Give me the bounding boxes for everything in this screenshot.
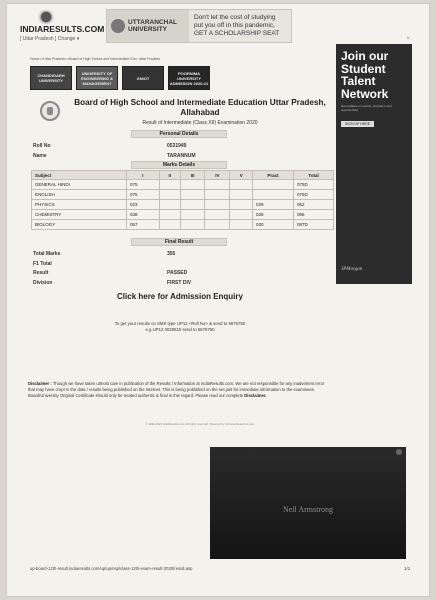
location-label: [ Uttar Pradesh ] [20, 36, 57, 42]
table-cell [159, 220, 180, 230]
table-cell [205, 220, 230, 230]
state-emblem-icon [40, 101, 60, 121]
banner-line-2: put you off in this pandemic, [194, 22, 275, 29]
marks-table-header [32, 171, 334, 180]
table-row [32, 210, 334, 220]
marks-details-heading: Marks Details [131, 161, 227, 169]
table-cell [230, 210, 253, 220]
logo-icon [34, 10, 56, 24]
table-row [32, 220, 334, 230]
partner-logo[interactable]: UNIVERSITY OF ENGINEERING & MANAGEMENT [76, 66, 118, 90]
table-cell: 075 [127, 180, 160, 190]
name-value: TARANNUM [167, 153, 196, 159]
roll-number-row [33, 143, 51, 149]
bottom-ad[interactable] [210, 447, 406, 559]
partner-logo[interactable]: GNIOT [122, 66, 164, 90]
table-cell: 075D [294, 180, 334, 190]
table-row [32, 180, 334, 190]
result-value: PASSED [167, 270, 188, 276]
column-header: II [159, 171, 180, 180]
table-cell: 052 [294, 200, 334, 210]
table-cell: 030 [252, 220, 293, 230]
site-logo[interactable] [20, 10, 104, 42]
table-cell: PHYSICS [32, 200, 127, 210]
table-cell: 087D [294, 220, 334, 230]
total-marks-label: Total Marks [33, 251, 61, 257]
print-page-number: 1/1 [404, 566, 411, 571]
disclaimer [28, 381, 332, 398]
column-header: Total [294, 171, 334, 180]
table-cell: 038 [127, 210, 160, 220]
print-footer-url: up-board-12th-result.indiaresults.com/up/upmsp/class-12th-exam-result-2020/result.asp [30, 566, 193, 571]
column-header: III [180, 171, 204, 180]
division-value: FIRST DIV [167, 280, 192, 286]
table-cell [159, 180, 180, 190]
f1-total-row [33, 261, 52, 267]
top-banner-ad[interactable] [106, 9, 292, 43]
partner-logo-strip [30, 66, 210, 90]
table-cell [252, 180, 293, 190]
table-cell [159, 210, 180, 220]
disclaimer-label: Disclaimer : [28, 381, 52, 386]
table-cell [180, 180, 204, 190]
roll-number-label: Roll No [33, 143, 51, 149]
banner-university-name: UTTARANCHAL UNIVERSITY [128, 19, 177, 33]
ad-close-icon[interactable]: × [406, 36, 410, 42]
table-cell: 075D [294, 190, 334, 200]
university-seal-icon [111, 19, 125, 33]
bottom-ad-caption: Neil Armstrong [283, 505, 333, 514]
column-header: Subject [32, 171, 127, 180]
roll-number-value: 0531949 [167, 143, 187, 149]
division-cell [167, 280, 191, 286]
banner-line-1: Don't let the cost of studying [194, 14, 276, 21]
ad-info-icon[interactable] [396, 449, 402, 455]
name-label: Name [33, 153, 47, 159]
table-cell [252, 190, 293, 200]
column-header: IV [205, 171, 230, 180]
result-label: Result [33, 270, 49, 276]
table-cell: 075 [127, 190, 160, 200]
table-row [32, 200, 334, 210]
personal-details-heading: Personal Details [131, 130, 227, 138]
banner-line-3: GET A SCHOLARSHIP SEAT [194, 30, 280, 37]
side-ad-brand: JPMorgan [341, 267, 363, 272]
name-value-cell [167, 153, 196, 159]
total-marks-value: 355 [167, 251, 176, 257]
partner-logo[interactable]: POORNIMA UNIVERSITY ADMISSION 2020-21 [168, 66, 210, 90]
roll-number-value-cell [167, 143, 186, 149]
side-ad-headline: Join our Student Talent Network [341, 49, 389, 101]
side-ad-signup-button[interactable]: SIGN UP HERE [341, 121, 374, 127]
disclaimer-text: Though we have taken utmost care in publication of the Results / Information at IndiaResults.com. We are not responsible for any inadvertent error that may have crept in the data / results being published on the Internet. This is being published on the net just for immediate information to the examinees. Board/University Original Certificate should only be treated authentic & final in this regard. Please read our complete [28, 381, 325, 398]
table-cell: BIOLOGY [32, 220, 127, 230]
table-cell: 066 [294, 210, 334, 220]
table-cell: 057 [127, 220, 160, 230]
marks-table [31, 170, 334, 230]
table-cell [159, 200, 180, 210]
table-cell [180, 200, 204, 210]
table-cell [205, 210, 230, 220]
exam-title: Result of Intermediate (Class XII) Examination 2020 [142, 120, 258, 126]
side-ad[interactable] [336, 36, 412, 284]
admission-enquiry-link[interactable]: Click here for Admission Enquiry [117, 292, 243, 301]
side-ad-copy: Get updates on events, programs and opportunities [341, 104, 392, 112]
table-cell [230, 220, 253, 230]
final-result-heading: Final Result [131, 238, 227, 246]
name-row [33, 153, 47, 159]
table-cell [230, 190, 253, 200]
banner-university [107, 10, 189, 42]
total-marks-cell [167, 251, 175, 257]
change-location-link[interactable]: Change ▾ [57, 36, 80, 42]
board-title: Board of High School and Intermediate Education Uttar Pradesh, Allahabad [74, 98, 326, 117]
sms-instructions [60, 321, 300, 333]
table-cell: 023 [127, 200, 160, 210]
table-cell: 029 [252, 200, 293, 210]
table-cell [230, 200, 253, 210]
column-header: V [230, 171, 253, 180]
table-cell: ENGLISH [32, 190, 127, 200]
table-cell [205, 190, 230, 200]
f1-total-label: F1 Total [33, 261, 52, 267]
table-cell [230, 180, 253, 190]
table-cell: 028 [252, 210, 293, 220]
logo-text: INDIARESULTS.COM [20, 24, 105, 34]
sms-line-2: e.g.UP12 0020615 send to 5676750 [145, 327, 215, 332]
partner-logo[interactable]: CHANDIGARH UNIVERSITY [30, 66, 72, 90]
table-row [32, 190, 334, 200]
table-cell [205, 200, 230, 210]
table-cell: GENERAL HINDI [32, 180, 127, 190]
total-marks-row [33, 251, 60, 257]
disclaimer-link[interactable]: Disclaimer. [244, 392, 267, 398]
table-cell [180, 190, 204, 200]
column-header: Pract [252, 171, 293, 180]
column-header: I [127, 171, 160, 180]
location-selector[interactable] [20, 36, 104, 42]
division-label: Division [33, 280, 53, 286]
division-row [33, 280, 52, 286]
result-row [33, 270, 48, 276]
result-cell [167, 270, 187, 276]
breadcrumb[interactable]: Home>>Uttar Pradesh>>Board of High School and Intermediate Edu. Uttar Pradesh [30, 57, 161, 61]
banner-copy [189, 14, 279, 38]
table-cell [180, 210, 204, 220]
table-cell [205, 180, 230, 190]
sms-line-1: To get your results on SMS type UP12 <Roll No> & send to 5676750 [114, 321, 246, 326]
copyright-notice: © 2000-2020 IndiaResults.com. All rights reserved. Powered by: chromeinfotechno.com [145, 422, 255, 426]
table-cell: CHEMISTRY [32, 210, 127, 220]
table-cell [159, 190, 180, 200]
table-cell [180, 220, 204, 230]
